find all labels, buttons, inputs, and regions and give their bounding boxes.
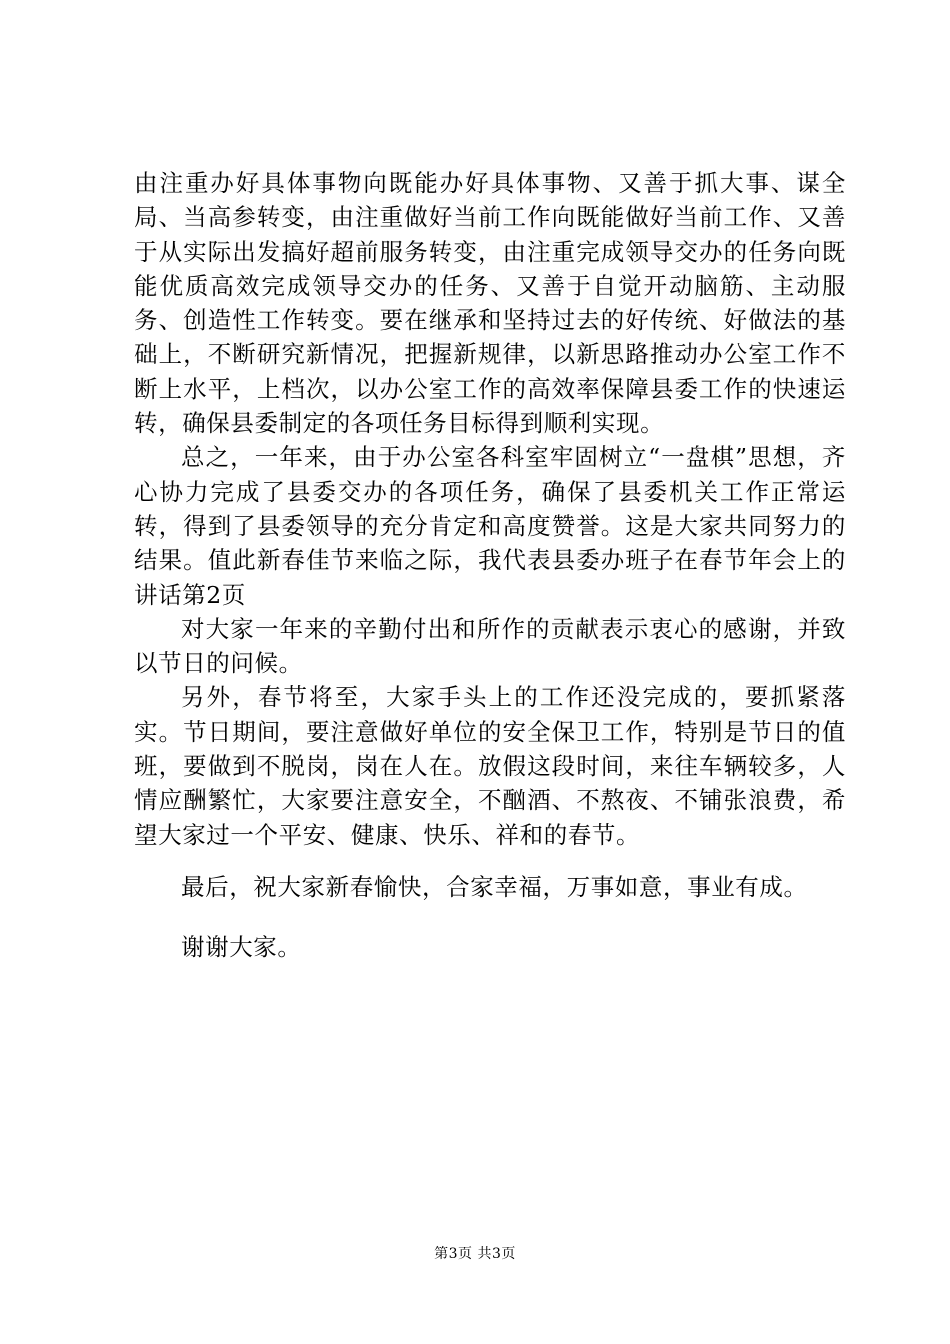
paragraph-thanks: 对大家一年来的辛勤付出和所作的贡献表示衷心的感谢，并致以节日的问候。 (134, 614, 846, 678)
paragraph-continuation: 由注重办好具体事物向既能办好具体事物、又善于抓大事、谋全局、当高参转变，由注重做好当前工作向既能做好当前工作、又善于从实际出发搞好超前服务转变，由注重完成领导交办的任务向既能优质高效完成领导交办的任务、又善于自觉开动脑筋、主动服务、创造性工作转变。要在继承和坚持过去的好传统、好做法的基础上，不断研究新情况，把握新规律，以新思路推动办公室工作不断上水平，上档次，以办公室工作的高效率保障县委工作的快速运转，确保县委制定的各项任务目标得到顺利实现。 (134, 169, 846, 438)
page-number-footer: 第3页 共3页 (434, 1246, 516, 1262)
paragraph-summary: 总之，一年来，由于办公室各科室牢固树立“一盘棋”思想，齐心协力完成了县委交办的各项任务，确保了县委机关工作正常运转，得到了县委领导的充分肯定和高度赞誉。这是大家共同努力的结果。值此新春佳节来临之际，我代表县委办班子在春节年会上的讲话第2页 (134, 443, 846, 609)
paragraph-wishes: 最后，祝大家新春愉快，合家幸福，万事如意，事业有成。 (181, 872, 808, 901)
paragraph-holiday-notice: 另外，春节将至，大家手头上的工作还没完成的，要抓紧落实。节日期间，要注意做好单位的安全保卫工作，特别是节日的值班，要做到不脱岗，岗在人在。放假这段时间，来往车辆较多，人情应酬繁忙，大家要注意安全，不酗酒、不熬夜、不铺张浪费，希望大家过一个平安、健康、快乐、祥和的春节。 (134, 683, 846, 849)
document-body (134, 166, 846, 965)
paragraph-closing: 谢谢大家。 (181, 933, 302, 962)
